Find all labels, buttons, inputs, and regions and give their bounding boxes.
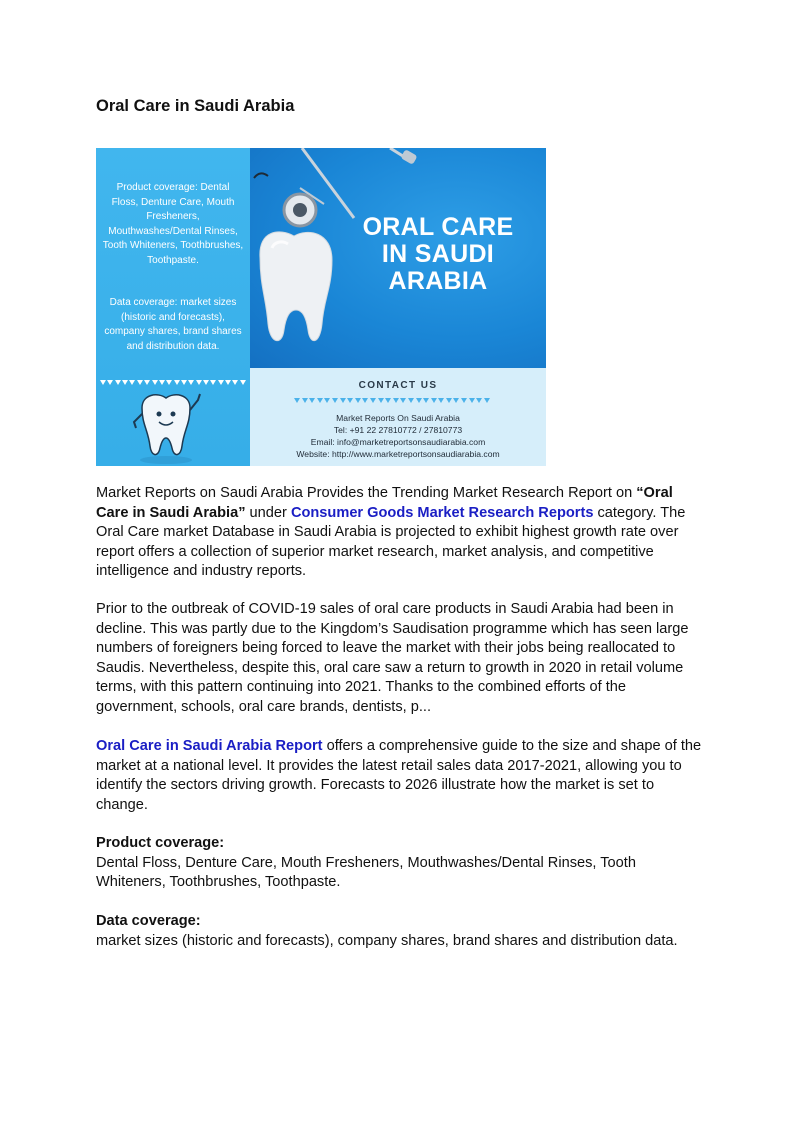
page-title: Oral Care in Saudi Arabia — [96, 97, 295, 115]
report-link[interactable]: Oral Care in Saudi Arabia Report — [96, 738, 323, 754]
intro-text-post: category. The Oral Care market Database in Saudi Arabia is projected to exhibit highest growth rate over report offers a collection of superior market research, market analysis, and competitive intelligence and industry reports. — [96, 504, 686, 580]
intro-paragraph — [96, 484, 702, 582]
banner-photo — [250, 148, 546, 368]
tooth-mascot-icon — [128, 390, 208, 466]
consumer-goods-link[interactable]: Consumer Goods Market Research Reports — [290, 504, 594, 521]
product-coverage-section — [96, 834, 702, 893]
intro-text-pre: Market Reports on Saudi Arabia Provides the Trending Market Research Report on — [96, 485, 637, 501]
covid-paragraph: Prior to the outbreak of COVID-19 sales of oral care products in Saudi Arabia had been in decline. This was partly due to the Kingdom’s Saudisation programme which has seen large numbers of foreigners being forced to leave the market with their jobs being reallocated to Saudis. Nevertheless, despite this, oral care saw a return to growth in 2020 in retail volume terms, with this pattern continuing into 2021. Thanks to the combined efforts of the government, schools, oral care brands, dentists, p... — [96, 601, 689, 715]
contact-company: Market Reports On Saudi Arabia — [336, 413, 460, 423]
data-coverage-text: market sizes (historic and forecasts), company shares, brand shares and distribution data. — [96, 932, 678, 949]
data-coverage-section — [96, 912, 702, 951]
contact-details — [250, 412, 546, 460]
report-banner — [96, 148, 546, 466]
report-summary-paragraph — [96, 737, 702, 815]
contact-zigzag-divider — [294, 398, 490, 406]
headline-line-1: ORAL CARE — [362, 213, 514, 241]
contact-website: Website: http://www.marketreportsonsaudiarabia.com — [296, 449, 500, 459]
report-summary-text: offers a comprehensive guide to the size and shape of the market at a national level. It provides the latest retail sales data 2017-2021, allowing you to identify the sectors driving growth. Forecasts to 2026 illustrate how the market is set to change. — [96, 738, 702, 813]
banner-contact — [250, 368, 546, 466]
banner-data-coverage: Data coverage: market sizes (historic and forecasts), company shares, brand shares and distribution data. — [104, 297, 242, 352]
intro-text-mid: under — [245, 504, 291, 521]
contact-email: Email: info@marketreportsonsaudiarabia.com — [310, 437, 486, 447]
contact-tel: Tel: +91 22 27810772 / 27810773 — [333, 425, 463, 435]
product-coverage-heading: Product coverage: — [96, 835, 225, 851]
headline-line-3: ARABIA — [388, 267, 488, 295]
product-coverage-text: Dental Floss, Denture Care, Mouth Fresheners, Mouthwashes/Dental Rinses, Tooth Whiteners, Toothbrushes, Toothpaste. — [96, 854, 636, 891]
banner-headline — [350, 214, 526, 295]
zigzag-divider — [100, 380, 246, 388]
contact-heading: CONTACT US — [358, 380, 438, 391]
intro-report-name: “Oral Care in Saudi Arabia” — [96, 485, 673, 521]
data-coverage-heading: Data coverage: — [96, 913, 201, 929]
banner-product-coverage: Product coverage: Dental Floss, Denture Care, Mouth Fresheners, Mouthwashes/Dental Rinses, Tooth Whiteners, Toothbrushes, Toothpaste. — [102, 182, 244, 266]
headline-line-2: IN SAUDI — [381, 240, 495, 268]
banner-left-panel — [96, 148, 250, 466]
